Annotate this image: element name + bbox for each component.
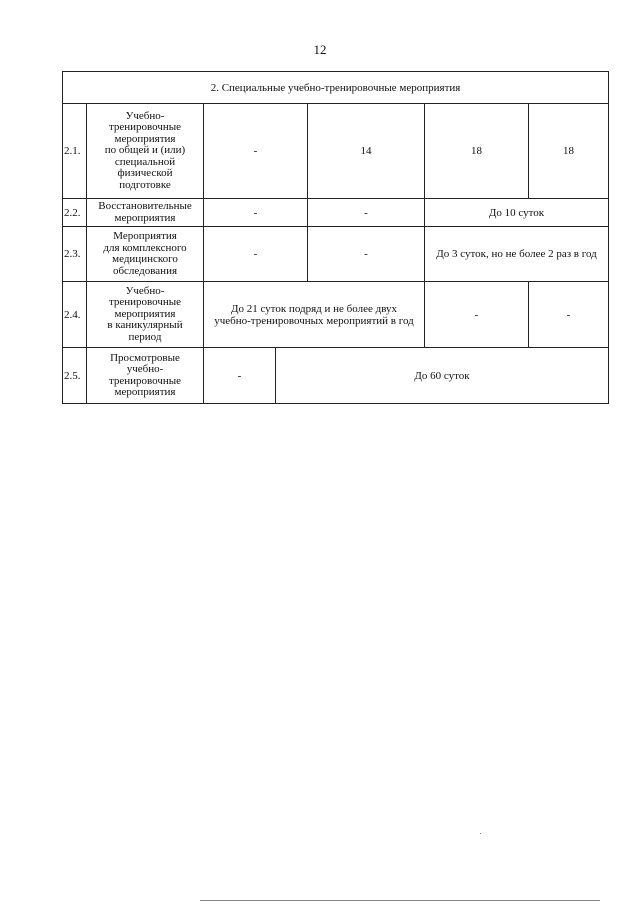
event-name: Просмотровые учебно- тренировочные мероприятия — [87, 348, 204, 404]
page-bottom-line — [200, 900, 600, 901]
row-number: 2.5. — [63, 348, 87, 404]
table-row — [63, 348, 609, 404]
row-number: 2.2. — [63, 199, 87, 227]
section-header-row — [63, 72, 609, 104]
cell-value: - — [529, 282, 609, 348]
scan-speck — [480, 833, 481, 834]
row-number: 2.1. — [63, 104, 87, 199]
event-name: Мероприятия для комплексного медицинского обследования — [87, 227, 204, 282]
cell-value: - — [204, 227, 308, 282]
table-row — [63, 104, 609, 199]
event-name: Восстановительные мероприятия — [87, 199, 204, 227]
event-name: Учебно- тренировочные мероприятия в каникулярный период — [87, 282, 204, 348]
cell-value: До 10 суток — [425, 199, 609, 227]
cell-value: - — [204, 104, 308, 199]
cell-value: До 60 суток — [276, 348, 609, 404]
event-name: Учебно- тренировочные мероприятия по общей и (или) специальной физической подготовке — [87, 104, 204, 199]
cell-value: До 3 суток, но не более 2 раз в год — [425, 227, 609, 282]
table-row — [63, 199, 609, 227]
cell-value: До 21 суток подряд и не более двух учебно-тренировочных мероприятий в год — [204, 282, 425, 348]
page-number: 12 — [313, 42, 327, 57]
cell-value: 14 — [308, 104, 425, 199]
row-number: 2.4. — [63, 282, 87, 348]
section-title: 2. Специальные учебно-тренировочные мероприятия — [63, 72, 609, 104]
cell-value: 18 — [529, 104, 609, 199]
row-number: 2.3. — [63, 227, 87, 282]
cell-value: 18 — [425, 104, 529, 199]
cell-value: - — [204, 199, 308, 227]
table-row — [63, 282, 609, 348]
cell-value: - — [308, 199, 425, 227]
cell-value: - — [308, 227, 425, 282]
cell-value: - — [425, 282, 529, 348]
table-row — [63, 227, 609, 282]
cell-value: - — [204, 348, 276, 404]
training-events-table — [62, 71, 609, 404]
